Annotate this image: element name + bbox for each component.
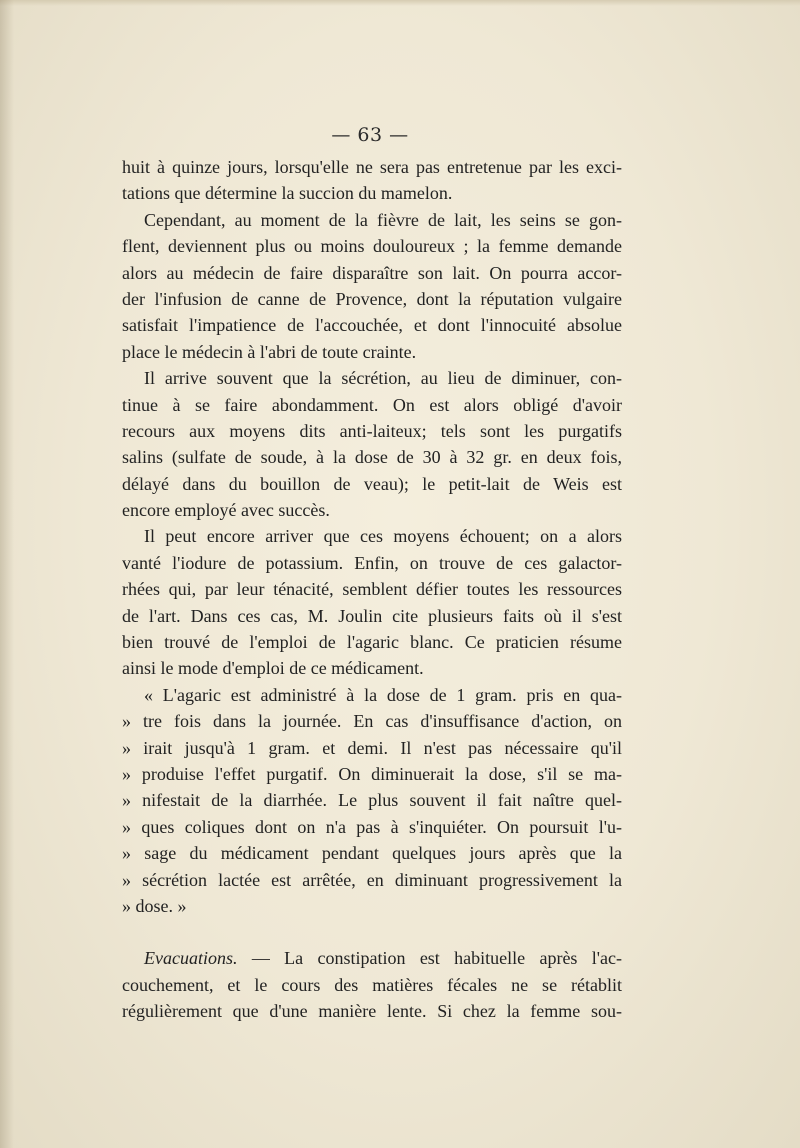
text-line: satisfait l'impatience de l'accouchée, et dont l'innocuité absolue	[122, 315, 622, 336]
text-line: » nifestait de la diarrhée. Le plus souvent il fait naître quel-	[122, 790, 622, 811]
text-line: place le médecin à l'abri de toute crainte.	[122, 341, 417, 362]
text-line: bien trouvé de l'emploi de l'agaric blanc. Ce praticien résume	[122, 632, 622, 653]
text-line: vanté l'iodure de potassium. Enfin, on trouve de ces galactor-	[122, 552, 622, 573]
evacuations-heading: Evacuations.	[144, 948, 238, 969]
text-line: recours aux moyens dits anti-laiteux; tels sont les purgatifs	[122, 420, 622, 441]
text-line: » irait jusqu'à 1 gram. et demi. Il n'est pas nécessaire qu'il	[122, 737, 622, 758]
text-line: Il peut encore arriver que ces moyens échouent; on a alors	[144, 526, 622, 547]
text-line: » produise l'effet purgatif. On diminuerait la dose, s'il se ma-	[122, 763, 622, 784]
page-top-edge	[0, 0, 800, 6]
text-line: huit à quinze jours, lorsqu'elle ne sera pas entretenue par les exci-	[122, 157, 622, 177]
text-line: » sage du médicament pendant quelques jours après que la	[122, 843, 622, 864]
text-line: délayé dans du bouillon de veau); le petit-lait de Weis est	[122, 473, 622, 494]
text-line: » tre fois dans la journée. En cas d'insuffisance d'action, on	[122, 711, 622, 732]
text-line: salins (sulfate de soude, à la dose de 30 à 32 gr. en deux fois,	[122, 447, 622, 468]
page-number: — 63 —	[331, 124, 409, 146]
text-line: » dose. »	[122, 895, 187, 916]
text-line: » ques coliques dont on n'a pas à s'inquiéter. On poursuit l'u-	[122, 816, 622, 837]
text-line: flent, deviennent plus ou moins douloureux ; la femme demande	[122, 236, 622, 257]
text-line: Cependant, au moment de la fièvre de lait, les seins se gon-	[144, 209, 622, 230]
section-gap	[122, 919, 622, 945]
text-line: de l'art. Dans ces cas, M. Joulin cite plusieurs faits où il s'est	[122, 605, 622, 626]
text-line: ainsi le mode d'emploi de ce médicament.	[122, 658, 424, 679]
evacuations-first-line	[122, 945, 622, 971]
text-line: » sécrétion lactée est arrêtée, en diminuant progressivement la	[122, 869, 622, 890]
spine-shadow	[0, 0, 14, 1148]
text-line: rhées qui, par leur ténacité, semblent défier toutes les ressources	[122, 579, 622, 600]
text-line: tations que détermine la succion du mamelon.	[122, 183, 453, 204]
evacuations-paragraph	[122, 972, 622, 1025]
text-line: der l'infusion de canne de Provence, dont la réputation vulgaire	[122, 288, 622, 309]
evacuations-first-line-text: — La constipation est habituelle après l'ac-	[237, 948, 622, 969]
text-line: Il arrive souvent que la sécrétion, au lieu de diminuer, con-	[144, 368, 622, 389]
text-line: « L'agaric est administré à la dose de 1 gram. pris en qua-	[144, 684, 622, 705]
body-text	[122, 154, 622, 1025]
text-line: encore employé avec succès.	[122, 500, 330, 521]
text-line: alors au médecin de faire disparaître son lait. On pourra accor-	[122, 262, 622, 283]
text-line: tinue à se faire abondamment. On est alors obligé d'avoir	[122, 394, 622, 415]
text-line: couchement, et le cours des matières fécales ne se rétablit	[122, 974, 622, 995]
text-line: régulièrement que d'une manière lente. Si chez la femme sou-	[122, 1001, 622, 1022]
main-paragraphs	[122, 154, 622, 919]
